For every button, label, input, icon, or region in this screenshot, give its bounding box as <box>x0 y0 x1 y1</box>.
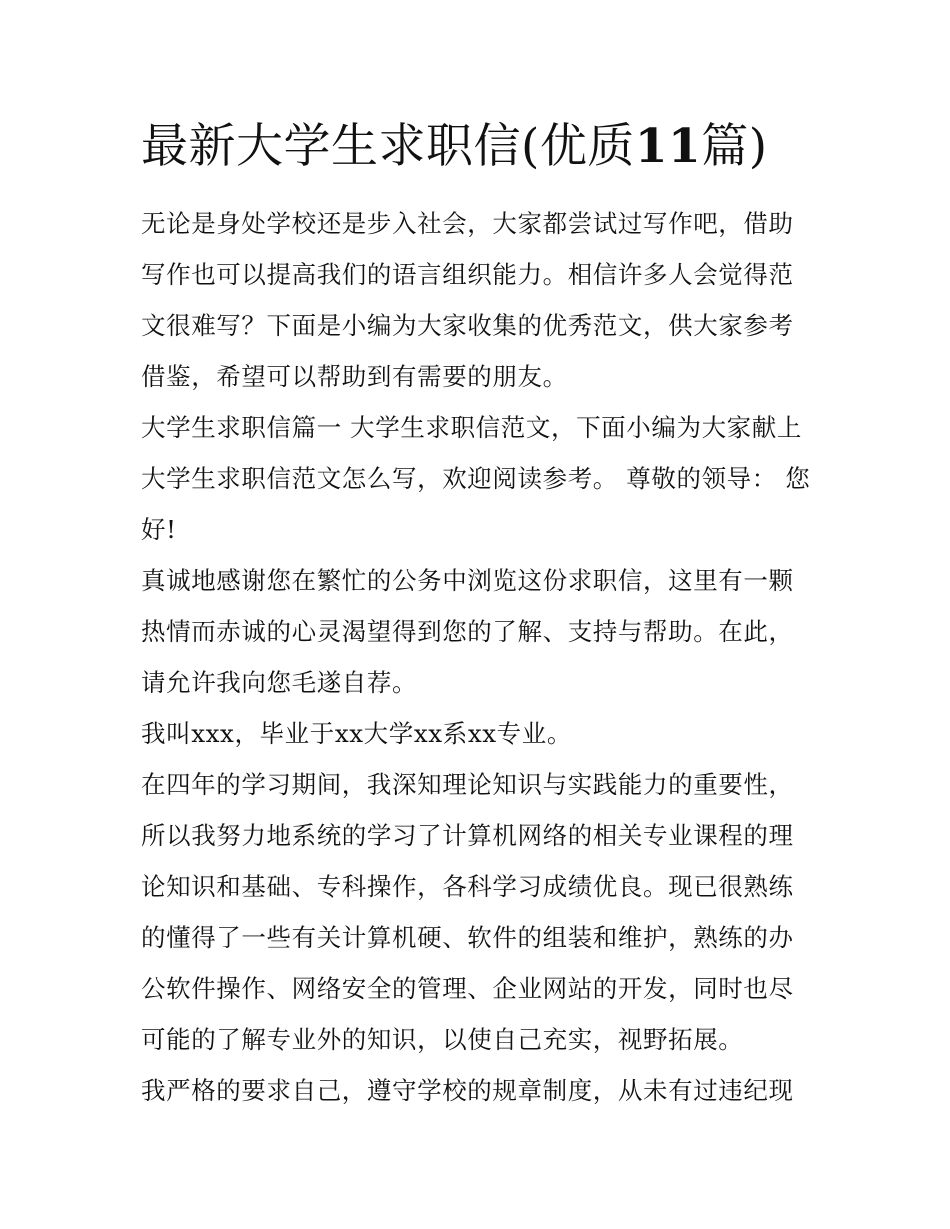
document-body <box>141 198 813 1116</box>
paragraph-discipline: 我严格的要求自己，遵守学校的规章制度，从未有过违纪现 <box>141 1076 794 1105</box>
document-title: 最新大学生求职信(优质11篇) <box>141 119 768 174</box>
paragraph-intro: 无论是身处学校还是步入社会，大家都尝试过写作吧，借助写作也可以提高我们的语言组织能力。相信许多人会觉得范文很难写？下面是小编为大家收集的优秀范文，供大家参考借鉴，希望可以帮助到有需要的朋友。 <box>141 209 794 391</box>
paragraph-study-experience: 在四年的学习期间，我深知理论知识与实践能力的重要性，所以我努力地系统的学习了计算机网络的相关专业课程的理论知识和基础、专科操作，各科学习成绩优良。现已很熟练的懂得了一些有关计算机硬、软件的组装和维护，熟练的办公软件操作、网络安全的管理、企业网站的开发，同时也尽可能的了解专业外的知识，以使自己充实，视野拓展。 <box>141 770 794 1054</box>
paragraph-thanks: 真诚地感谢您在繁忙的公务中浏览这份求职信，这里有一颗热情而赤诚的心灵渴望得到您的了解、支持与帮助。在此，请允许我向您毛遂自荐。 <box>141 566 794 697</box>
paragraph-self-introduction: 我叫xxx，毕业于xx大学xx系xx专业。 <box>141 719 572 748</box>
paragraph-letter-opening: 大学生求职信篇一 大学生求职信范文，下面小编为大家献上大学生求职信范文怎么写，欢迎阅读参考。 尊敬的领导： 您好! <box>141 413 811 544</box>
